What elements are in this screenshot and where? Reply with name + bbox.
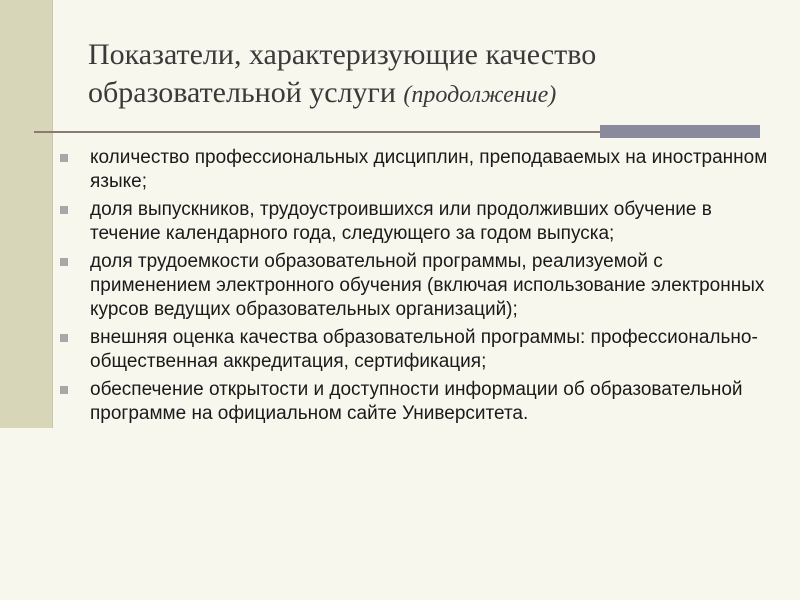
- slide-title: [88, 36, 768, 114]
- square-bullet-icon: [60, 258, 68, 266]
- square-bullet-icon: [60, 334, 68, 342]
- slide-title-main: Показатели, характеризующие качество образовательной услуги: [88, 38, 597, 109]
- bullet-item: [60, 326, 770, 374]
- bullet-item: [60, 250, 770, 322]
- title-divider-accent: [600, 125, 760, 138]
- bullet-text: количество профессиональных дисциплин, преподаваемых на иностранном языке;: [90, 147, 768, 192]
- bullet-text: внешняя оценка качества образовательной программы: профессионально-общественная аккредитация, сертификация;: [90, 327, 758, 372]
- left-decorative-band: [0, 0, 53, 428]
- bullet-text: обеспечение открытости и доступности информации об образовательной программе на официальном сайте Университета.: [90, 379, 743, 424]
- bullet-text: доля трудоемкости образовательной программы, реализуемой с применением электронного обучения (включая использование электронных курсов ведущих образовательных организаций);: [90, 251, 765, 320]
- bullet-text: доля выпускников, трудоустроившихся или продолживших обучение в течение календарного года, следующего за годом выпуска;: [90, 199, 712, 244]
- bullet-item: [60, 146, 770, 194]
- square-bullet-icon: [60, 386, 68, 394]
- square-bullet-icon: [60, 206, 68, 214]
- square-bullet-icon: [60, 154, 68, 162]
- bullet-list: [60, 146, 770, 430]
- bullet-item: [60, 378, 770, 426]
- slide-title-subtitle: (продолжение): [403, 82, 557, 108]
- bullet-item: [60, 198, 770, 246]
